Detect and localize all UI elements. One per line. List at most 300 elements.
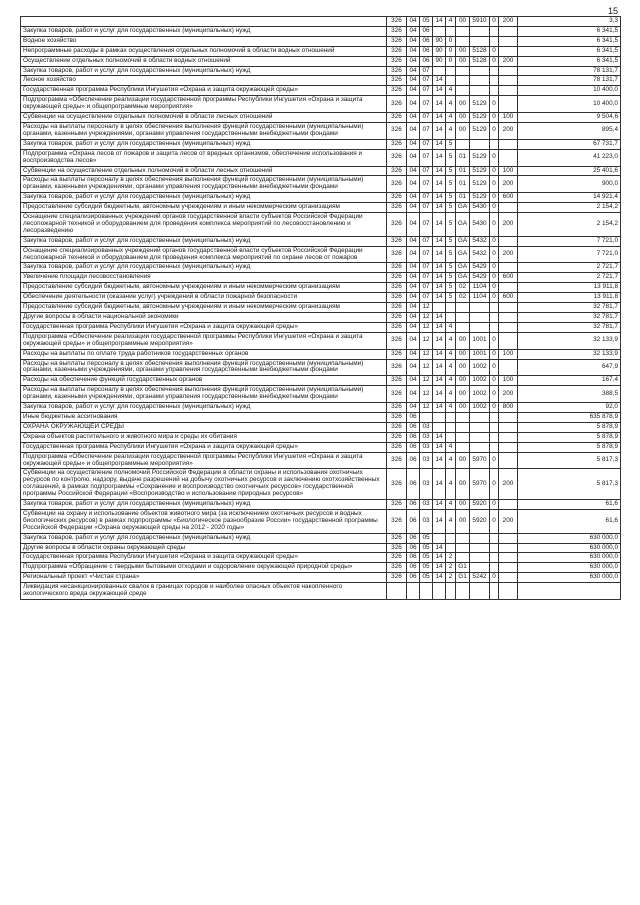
ministry-code: 326 <box>387 442 407 452</box>
row-name: Субвенции на осуществление отдельных полномочий в области лесных отношений <box>21 113 387 123</box>
subprogram-code: 4 <box>446 376 456 386</box>
ministry-code: 326 <box>387 246 407 263</box>
direction-code: 00 <box>456 113 470 123</box>
amount: 32 133,9 <box>518 349 621 359</box>
table-row <box>21 313 621 323</box>
type-code: 200 <box>499 246 518 263</box>
subprogram-code: 5 <box>446 283 456 293</box>
amount: 32 781,7 <box>518 322 621 332</box>
program-code <box>433 422 446 432</box>
ministry-code: 326 <box>387 176 407 193</box>
subprogram-code: 4 <box>446 322 456 332</box>
type-code <box>499 359 518 376</box>
section-code: 04 <box>407 313 420 323</box>
ministry-code: 326 <box>387 236 407 246</box>
extra-code <box>490 76 499 86</box>
amount: 10 400,0 <box>518 86 621 96</box>
section-code: 04 <box>407 213 420 237</box>
direction-code <box>456 412 470 422</box>
subprogram-code: 5 <box>446 213 456 237</box>
section-code: 04 <box>407 86 420 96</box>
subsection-code: 06 <box>420 26 433 36</box>
direction-code: 01 <box>456 166 470 176</box>
row-name: Предоставление субсидий бюджетным, автономным учреждениям и иным некоммерческим организациям <box>21 283 387 293</box>
type-code <box>499 583 518 600</box>
subsection-code: 07 <box>420 203 433 213</box>
expense-code <box>470 139 490 149</box>
subsection-code: 03 <box>420 509 433 533</box>
subsection-code: 07 <box>420 246 433 263</box>
extra-code <box>490 313 499 323</box>
amount: 32 133,9 <box>518 332 621 349</box>
table-row <box>21 113 621 123</box>
program-code: 14 <box>433 349 446 359</box>
direction-code: GA <box>456 213 470 237</box>
subsection-code: 12 <box>420 332 433 349</box>
amount: 630 000,0 <box>518 553 621 563</box>
expense-code: 5129 <box>470 113 490 123</box>
section-code: 04 <box>407 96 420 113</box>
subprogram-code: 4 <box>446 452 456 469</box>
table-row <box>21 246 621 263</box>
ministry-code: 326 <box>387 273 407 283</box>
section-code: 04 <box>407 359 420 376</box>
program-code: 14 <box>433 122 446 139</box>
subsection-code <box>420 412 433 422</box>
expense-code: 1001 <box>470 332 490 349</box>
budget-table <box>20 16 621 600</box>
extra-code: 0 <box>490 403 499 413</box>
direction-code: 00 <box>456 349 470 359</box>
type-code <box>499 543 518 553</box>
table-row <box>21 533 621 543</box>
amount: 92,0 <box>518 403 621 413</box>
direction-code: 00 <box>456 56 470 66</box>
ministry-code: 326 <box>387 359 407 376</box>
type-code <box>499 412 518 422</box>
table-row <box>21 56 621 66</box>
subsection-code: 12 <box>420 359 433 376</box>
amount: 2 154,2 <box>518 213 621 237</box>
program-code: 14 <box>433 166 446 176</box>
direction-code: GA <box>456 246 470 263</box>
subprogram-code: 2 <box>446 573 456 583</box>
extra-code <box>490 322 499 332</box>
row-name: Другие вопросы в области охраны окружающей среды <box>21 543 387 553</box>
amount: 388,5 <box>518 386 621 403</box>
amount: 13 911,8 <box>518 283 621 293</box>
program-code: 14 <box>433 442 446 452</box>
expense-code <box>470 432 490 442</box>
section-code: 04 <box>407 376 420 386</box>
table-row <box>21 583 621 600</box>
section-code: 04 <box>407 349 420 359</box>
subprogram-code: 5 <box>446 193 456 203</box>
subprogram-code: 5 <box>446 293 456 303</box>
row-name: Закупка товаров, работ и услуг для государственных (муниципальных) нужд <box>21 533 387 543</box>
expense-code <box>470 26 490 36</box>
section-code: 04 <box>407 56 420 66</box>
expense-code: 1002 <box>470 386 490 403</box>
subprogram-code <box>446 66 456 76</box>
ministry-code: 326 <box>387 203 407 213</box>
table-body <box>21 17 621 600</box>
ministry-code: 326 <box>387 403 407 413</box>
expense-code: 5432 <box>470 246 490 263</box>
expense-code: 5970 <box>470 469 490 500</box>
extra-code: 0 <box>490 509 499 533</box>
type-code <box>499 303 518 313</box>
subprogram-code: 4 <box>446 442 456 452</box>
type-code <box>499 263 518 273</box>
program-code: 90 <box>433 56 446 66</box>
subsection-code: 07 <box>420 213 433 237</box>
amount: 2 721,7 <box>518 263 621 273</box>
row-name <box>21 17 387 27</box>
program-code <box>433 26 446 36</box>
subsection-code: 07 <box>420 76 433 86</box>
extra-code: 0 <box>490 149 499 166</box>
ministry-code: 326 <box>387 283 407 293</box>
extra-code <box>490 422 499 432</box>
ministry-code: 326 <box>387 166 407 176</box>
ministry-code: 326 <box>387 386 407 403</box>
section-code: 06 <box>407 509 420 533</box>
row-name: Субвенции на охрану и использование объектов животного мира (за исключением охотничьих ресурсов и водных биологических ресурсов) в рамках подпрограммы «Биологическое разнообразие России» государственной программы Российской Федерации «Охрана окружающей среды на 2012 - 2020 годы» <box>21 509 387 533</box>
extra-code: 0 <box>490 332 499 349</box>
ministry-code: 326 <box>387 46 407 56</box>
ministry-code: 326 <box>387 303 407 313</box>
direction-code <box>456 26 470 36</box>
ministry-code: 326 <box>387 332 407 349</box>
program-code: 14 <box>433 432 446 442</box>
subprogram-code: 5 <box>446 236 456 246</box>
section-code: 04 <box>407 403 420 413</box>
type-code <box>499 139 518 149</box>
direction-code <box>456 583 470 600</box>
type-code: 600 <box>499 193 518 203</box>
amount: 32 781,7 <box>518 313 621 323</box>
subsection-code: 12 <box>420 376 433 386</box>
extra-code: 0 <box>490 293 499 303</box>
table-row <box>21 66 621 76</box>
extra-code: 0 <box>490 96 499 113</box>
table-row <box>21 452 621 469</box>
direction-code: 00 <box>456 500 470 510</box>
expense-code <box>470 76 490 86</box>
row-name: Региональный проект «Чистая страна» <box>21 573 387 583</box>
table-row <box>21 500 621 510</box>
section-code: 04 <box>407 203 420 213</box>
subprogram-code <box>446 412 456 422</box>
section-code: 04 <box>407 36 420 46</box>
extra-code <box>490 36 499 46</box>
table-row <box>21 96 621 113</box>
direction-code: 01 <box>456 176 470 193</box>
type-code: 200 <box>499 469 518 500</box>
direction-code: 00 <box>456 386 470 403</box>
subsection-code: 05 <box>420 563 433 573</box>
subprogram-code <box>446 533 456 543</box>
subprogram-code: 5 <box>446 139 456 149</box>
extra-code: 0 <box>490 263 499 273</box>
amount: 7 721,0 <box>518 236 621 246</box>
type-code <box>499 573 518 583</box>
type-code: 200 <box>499 176 518 193</box>
extra-code <box>490 583 499 600</box>
program-code: 14 <box>433 452 446 469</box>
amount: 167,4 <box>518 376 621 386</box>
ministry-code: 326 <box>387 26 407 36</box>
row-name: Ликвидация несанкционированных свалок в границах городов и наиболее опасных объектов накопленного экологического вреда окружающей среде <box>21 583 387 600</box>
section-code: 06 <box>407 469 420 500</box>
expense-code: 5429 <box>470 273 490 283</box>
row-name: Государственная программа Республики Ингушетия «Охрана и защита окружающей среды» <box>21 442 387 452</box>
subprogram-code <box>446 26 456 36</box>
row-name: Закупка товаров, работ и услуг для государственных (муниципальных) нужд <box>21 66 387 76</box>
table-row <box>21 349 621 359</box>
row-name: Осуществление отдельных полномочий в области водных отношений <box>21 56 387 66</box>
row-name: Субвенции на осуществление отдельных полномочий в области лесных отношений <box>21 166 387 176</box>
direction-code <box>456 66 470 76</box>
type-code: 200 <box>499 56 518 66</box>
extra-code <box>490 303 499 313</box>
program-code: 90 <box>433 46 446 56</box>
extra-code <box>490 432 499 442</box>
section-code <box>407 583 420 600</box>
ministry-code: 326 <box>387 122 407 139</box>
ministry-code: 326 <box>387 573 407 583</box>
program-code <box>433 412 446 422</box>
section-code: 04 <box>407 386 420 403</box>
table-row <box>21 236 621 246</box>
section-code: 04 <box>407 76 420 86</box>
row-name: Государственная программа Республики Ингушетия «Охрана и защита окружающей среды» <box>21 322 387 332</box>
row-name: Закупка товаров, работ и услуг для государственных (муниципальных) нужд <box>21 263 387 273</box>
expense-code <box>470 553 490 563</box>
direction-code: 00 <box>456 469 470 500</box>
type-code <box>499 283 518 293</box>
section-code: 06 <box>407 432 420 442</box>
subsection-code: 05 <box>420 543 433 553</box>
ministry-code: 326 <box>387 553 407 563</box>
expense-code: 5432 <box>470 236 490 246</box>
extra-code: 0 <box>490 452 499 469</box>
row-name: Обеспечение деятельности (оказание услуг) учреждений в области пожарной безопасности <box>21 293 387 303</box>
row-name: Расходы на выплаты персоналу в целях обеспечения выполнения функций государственными (муниципальными) органами, казенными учреждениями, органами управления государственными внебюджетными фондами <box>21 176 387 193</box>
section-code: 04 <box>407 273 420 283</box>
table-row <box>21 36 621 46</box>
type-code <box>499 149 518 166</box>
extra-code <box>490 86 499 96</box>
table-row <box>21 386 621 403</box>
row-name: Закупка товаров, работ и услуг для государственных (муниципальных) нужд <box>21 193 387 203</box>
table-row <box>21 553 621 563</box>
program-code: 90 <box>433 36 446 46</box>
amount: 3,3 <box>518 17 621 27</box>
type-code: 200 <box>499 17 518 27</box>
section-code: 04 <box>407 193 420 203</box>
subsection-code: 07 <box>420 149 433 166</box>
program-code: 14 <box>433 543 446 553</box>
row-name: Другие вопросы в области национальной экономики <box>21 313 387 323</box>
table-row <box>21 213 621 237</box>
expense-code: 5129 <box>470 96 490 113</box>
row-name: Государственная программа Республики Ингушетия «Охрана и защита окружающей среды» <box>21 553 387 563</box>
direction-code <box>456 543 470 553</box>
table-row <box>21 412 621 422</box>
amount: 6 341,5 <box>518 26 621 36</box>
row-name: Подпрограмма «Охрана лесов от пожаров и защита лесов от вредных организмов, обеспечение использования и воспроизводства лесов» <box>21 149 387 166</box>
section-code: 06 <box>407 563 420 573</box>
type-code <box>499 432 518 442</box>
type-code: 100 <box>499 166 518 176</box>
extra-code: 0 <box>490 500 499 510</box>
table-row <box>21 139 621 149</box>
program-code <box>433 66 446 76</box>
row-name: Иные бюджетные ассигнования <box>21 412 387 422</box>
row-name: Закупка товаров, работ и услуг для государственных (муниципальных) нужд <box>21 236 387 246</box>
subsection-code: 07 <box>420 166 433 176</box>
ministry-code: 326 <box>387 533 407 543</box>
extra-code <box>490 26 499 36</box>
extra-code: 0 <box>490 176 499 193</box>
ministry-code: 326 <box>387 76 407 86</box>
type-code <box>499 203 518 213</box>
table-row <box>21 149 621 166</box>
type-code: 100 <box>499 113 518 123</box>
row-name: Закупка товаров, работ и услуг для государственных (муниципальных) нужд <box>21 139 387 149</box>
ministry-code: 326 <box>387 376 407 386</box>
ministry-code: 326 <box>387 432 407 442</box>
expense-code: 1104 <box>470 293 490 303</box>
direction-code: GA <box>456 273 470 283</box>
expense-code: 5129 <box>470 149 490 166</box>
subprogram-code: 4 <box>446 403 456 413</box>
program-code: 14 <box>433 509 446 533</box>
extra-code: 0 <box>490 113 499 123</box>
row-name: Закупка товаров, работ и услуг для государственных (муниципальных) нужд <box>21 26 387 36</box>
amount: 6 341,5 <box>518 56 621 66</box>
table-row <box>21 469 621 500</box>
section-code: 04 <box>407 332 420 349</box>
row-name: Субвенции на осуществление полномочий Российской Федерации в области охраны и использования охотничьих ресурсов по контролю, надзору, выдаче разрешений на добычу охотничьих ресурсов и заключению охотхозяйственных соглашений, в рамках подпрограммы «Сохранение и воспроизводство охотничьих ресурсов» государственной программы Российской Федерации «Воспроизводство и использование природных ресурсов» <box>21 469 387 500</box>
type-code <box>499 322 518 332</box>
amount: 10 400,0 <box>518 96 621 113</box>
ministry-code: 326 <box>387 56 407 66</box>
expense-code: 5129 <box>470 122 490 139</box>
extra-code: 0 <box>490 283 499 293</box>
table-row <box>21 376 621 386</box>
program-code <box>433 533 446 543</box>
section-code: 06 <box>407 573 420 583</box>
extra-code <box>490 66 499 76</box>
subprogram-code: 4 <box>446 359 456 376</box>
section-code: 06 <box>407 422 420 432</box>
program-code: 14 <box>433 313 446 323</box>
row-name: Государственная программа Республики Ингушетия «Охрана и защита окружающей среды» <box>21 86 387 96</box>
expense-code <box>470 533 490 543</box>
row-name: Увеличение площади лесовосстановления <box>21 273 387 283</box>
section-code: 06 <box>407 412 420 422</box>
direction-code <box>456 432 470 442</box>
expense-code <box>470 313 490 323</box>
extra-code: 0 <box>490 359 499 376</box>
amount: 635 878,9 <box>518 412 621 422</box>
page-number: 15 <box>607 6 618 16</box>
table-row <box>21 403 621 413</box>
subprogram-code <box>446 422 456 432</box>
direction-code: 00 <box>456 452 470 469</box>
section-code: 04 <box>407 17 420 27</box>
expense-code: 1002 <box>470 359 490 376</box>
extra-code <box>490 533 499 543</box>
expense-code <box>470 563 490 573</box>
subsection-code: 03 <box>420 452 433 469</box>
ministry-code: 326 <box>387 293 407 303</box>
subsection-code: 05 <box>420 573 433 583</box>
amount: 13 911,8 <box>518 293 621 303</box>
amount: 5 878,9 <box>518 432 621 442</box>
table-row <box>21 509 621 533</box>
subprogram-code: 4 <box>446 500 456 510</box>
amount: 6 341,5 <box>518 36 621 46</box>
subprogram-code: 0 <box>446 46 456 56</box>
row-name: Оснащение специализированных учреждений органов государственной власти субъектов Российской Федерации лесопожарной техникой и оборудованием для проведения комплекса мероприятий по охране лесов от пожаров <box>21 246 387 263</box>
expense-code: 5430 <box>470 203 490 213</box>
row-name: Подпрограмма «Обеспечение реализации государственной программы Республики Ингушетия «Охрана и защита окружающей среды» и общепрограммные мероприятия» <box>21 96 387 113</box>
subsection-code: 07 <box>420 113 433 123</box>
subprogram-code <box>446 303 456 313</box>
section-code: 04 <box>407 322 420 332</box>
amount: 61,6 <box>518 500 621 510</box>
program-code: 14 <box>433 139 446 149</box>
row-name: Подпрограмма «Обеспечение реализации государственной программы Республики Ингушетия «Охрана и защита окружающей среды» и общепрограммные мероприятия» <box>21 332 387 349</box>
row-name: Закупка товаров, работ и услуг для государственных (муниципальных) нужд <box>21 403 387 413</box>
table-row <box>21 322 621 332</box>
type-code <box>499 533 518 543</box>
subprogram-code: 4 <box>446 386 456 403</box>
ministry-code: 326 <box>387 113 407 123</box>
direction-code <box>456 313 470 323</box>
program-code: 14 <box>433 359 446 376</box>
table-row <box>21 122 621 139</box>
subsection-code: 03 <box>420 500 433 510</box>
amount: 630 000,0 <box>518 563 621 573</box>
table-row <box>21 442 621 452</box>
subprogram-code: 5 <box>446 246 456 263</box>
section-code: 06 <box>407 533 420 543</box>
table-row <box>21 293 621 303</box>
row-name: Охрана объектов растительного и животного мира и среды их обитания <box>21 432 387 442</box>
extra-code: 0 <box>490 386 499 403</box>
type-code <box>499 313 518 323</box>
type-code <box>499 236 518 246</box>
subsection-code: 05 <box>420 17 433 27</box>
direction-code: 00 <box>456 376 470 386</box>
table-row <box>21 283 621 293</box>
ministry-code: 326 <box>387 500 407 510</box>
subsection-code: 03 <box>420 469 433 500</box>
subsection-code: 07 <box>420 293 433 303</box>
ministry-code: 326 <box>387 149 407 166</box>
subprogram-code: 4 <box>446 469 456 500</box>
program-code: 14 <box>433 403 446 413</box>
direction-code: 01 <box>456 149 470 166</box>
extra-code: 0 <box>490 376 499 386</box>
subsection-code: 07 <box>420 176 433 193</box>
section-code: 04 <box>407 122 420 139</box>
